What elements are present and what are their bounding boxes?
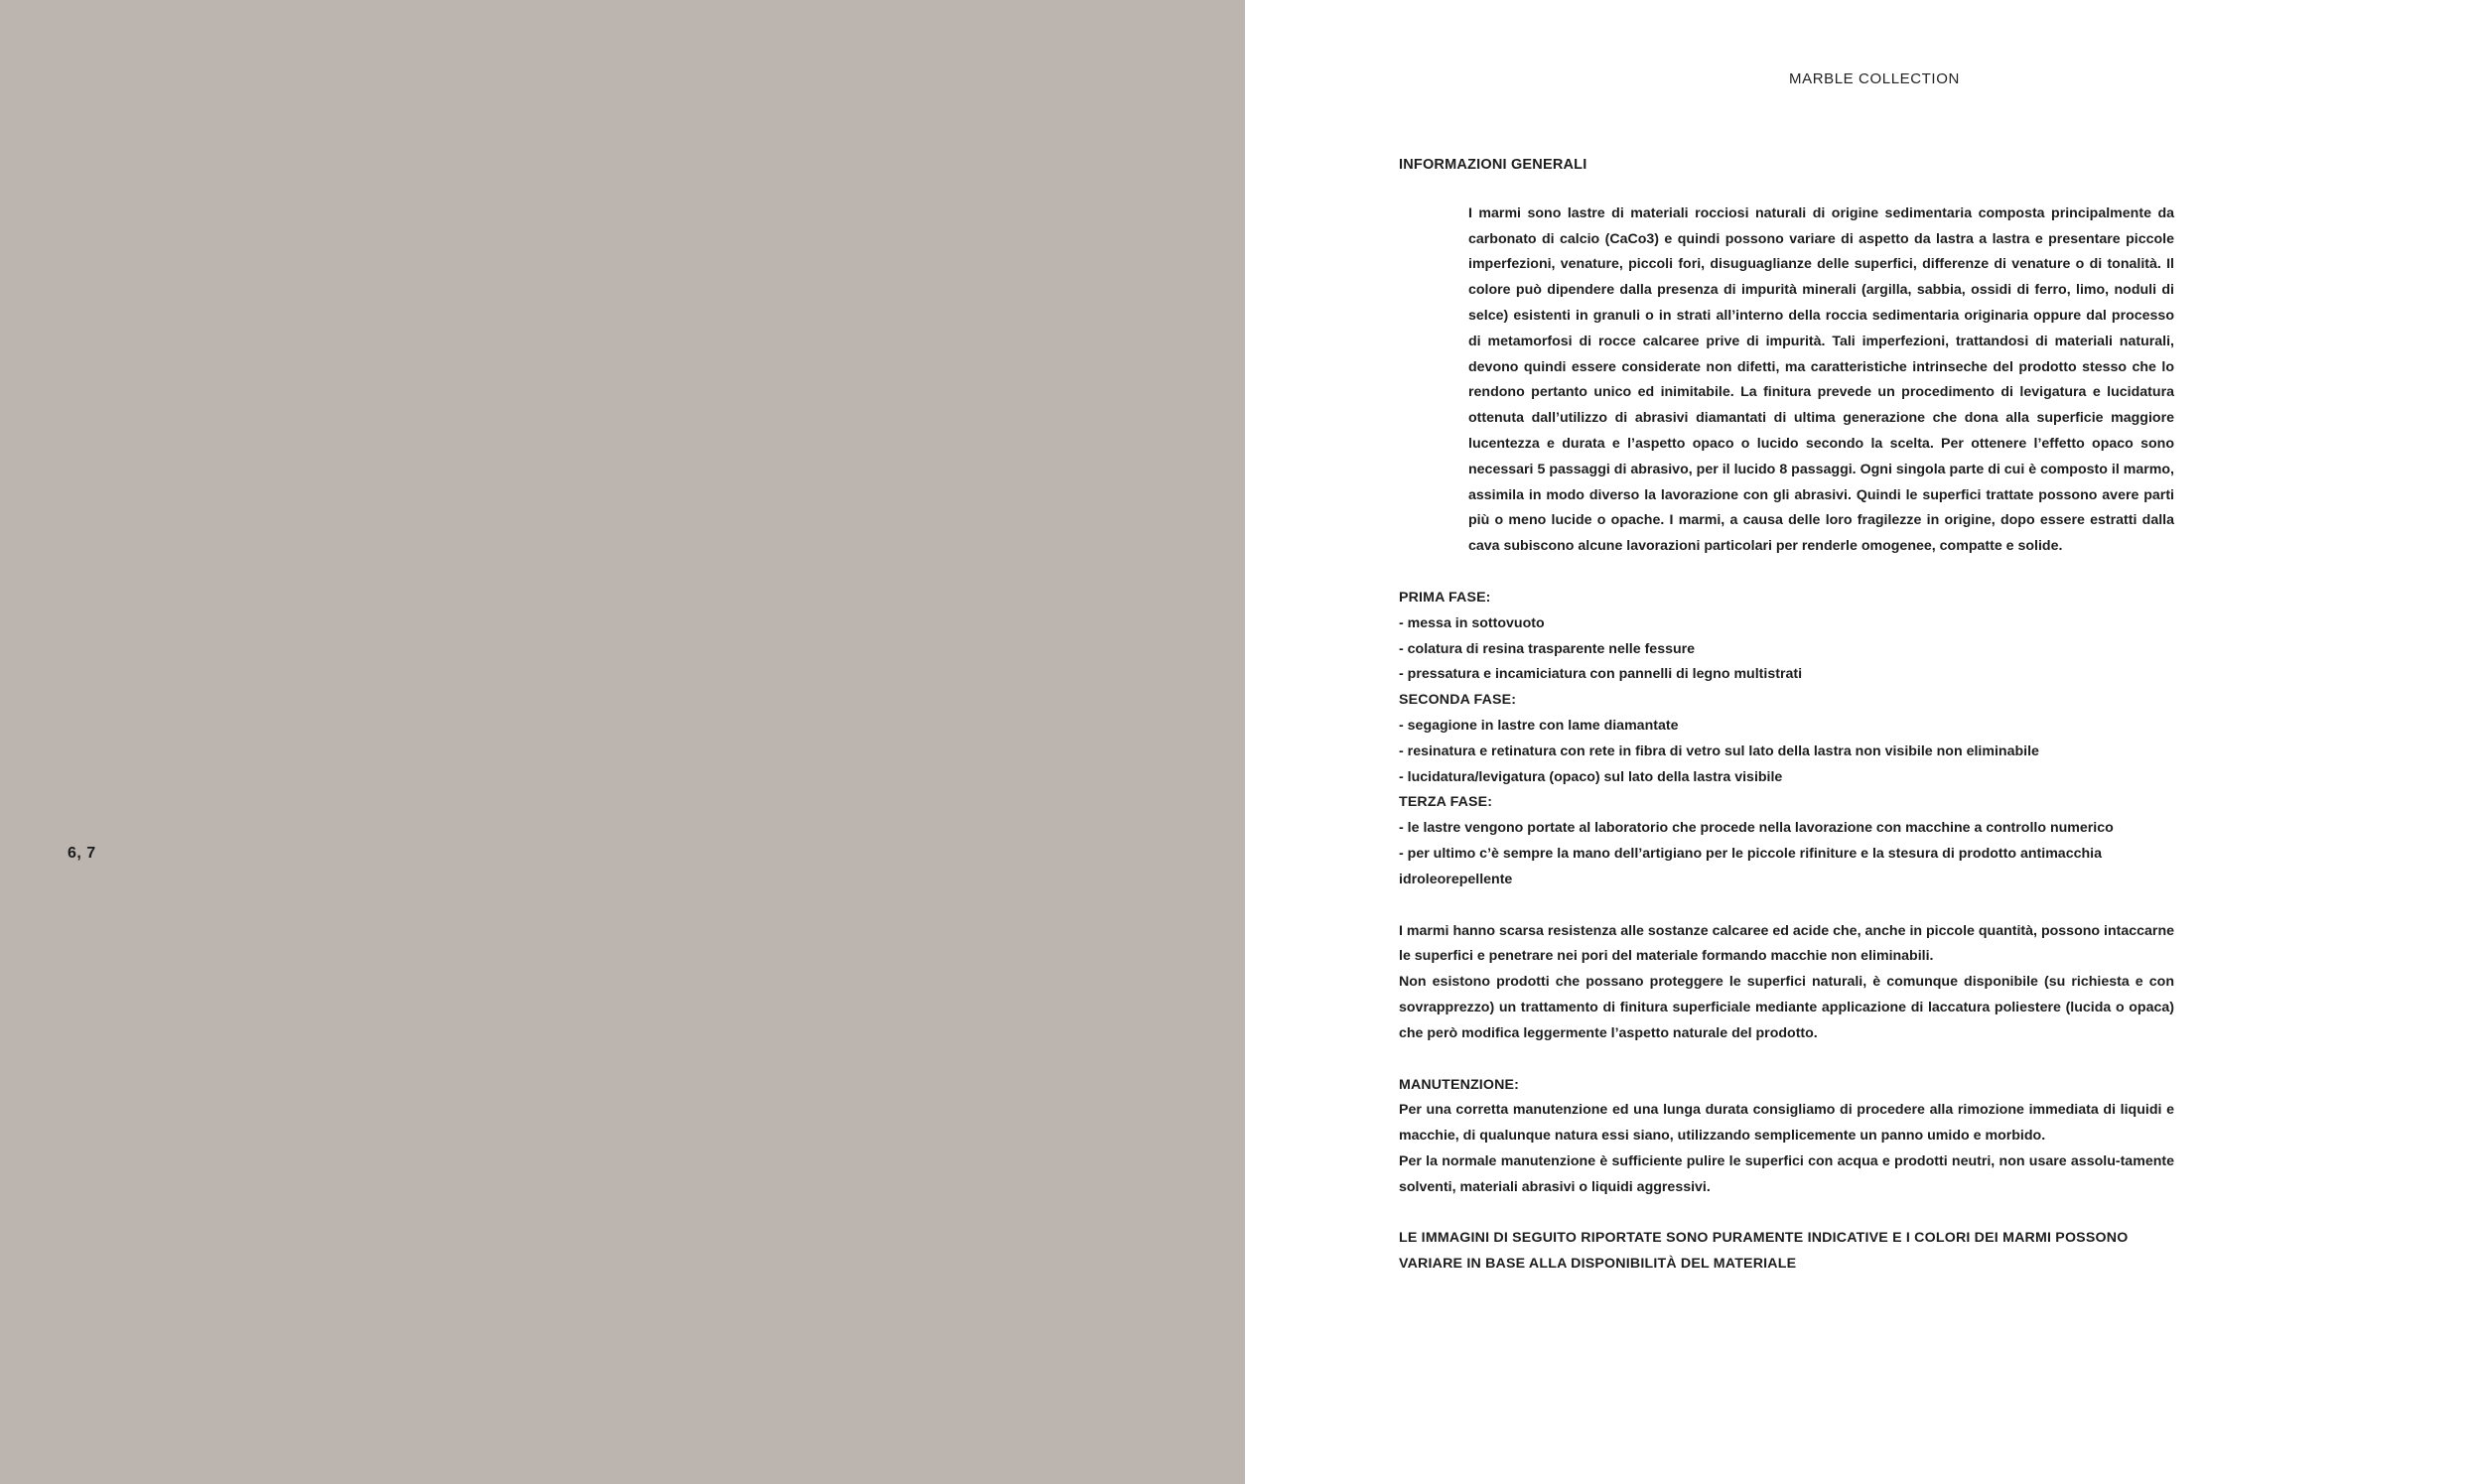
right-page <box>1245 0 2481 1484</box>
disclaimer-text: LE IMMAGINI DI SEGUITO RIPORTATE SONO PURAMENTE INDICATIVE E I COLORI DEI MARMI POSSONO VARIARE IN BASE ALLA DISPONIBILITÀ DEL MATERIALE <box>1399 1230 2129 1273</box>
maintenance-paragraph-2: Per la normale manutenzione è sufficiente pulire le superfici con acqua e prodotti neutri, non usare assolu-tamente solventi, materiali abrasivi o liquidi aggressivi. <box>1399 1152 2174 1195</box>
second-phase-title: SECONDA FASE: <box>1399 692 1517 709</box>
page-number: 6, 7 <box>68 845 96 862</box>
maintenance-title: MANUTENZIONE: <box>1399 1076 1519 1093</box>
general-info-title: INFORMAZIONI GENERALI <box>1399 157 1587 173</box>
first-phase-item: - messa in sottovuoto <box>1399 614 1545 631</box>
first-phase-title: PRIMA FASE: <box>1399 589 1491 606</box>
maintenance-paragraph-1: Per una corretta manutenzione ed una lunga durata consigliamo di procedere alla rimozione immediata di liquidi e macchie, di qualunque natura essi siano, utilizzando semplicemente un panno umido e morbido. <box>1399 1102 2174 1145</box>
first-phase-item: - pressatura e incamiciatura con pannelli di legno multistrati <box>1399 666 1803 683</box>
document-content <box>1399 153 2174 1291</box>
second-phase-item: - segagione in lastre con lame diamantate <box>1399 717 1679 734</box>
second-phase-item: - resinatura e retinatura con rete in fibra di vetro sul lato della lastra non visibile non eliminabile <box>1399 742 2039 759</box>
third-phase-item: - le lastre vengono portate al laboratorio che procede nella lavorazione con macchine a controllo numerico <box>1399 820 2114 837</box>
protection-note: Non esistono prodotti che possano proteggere le superfici naturali, è comunque disponibile (su richiesta e con sovrapprezzo) un trattamento di finitura superficiale mediante applicazione di laccatura poliestere (lucida o opaca) che però modifica leggermente l’aspetto naturale del prodotto. <box>1399 974 2174 1041</box>
resistance-note: I marmi hanno scarsa resistenza alle sostanze calcaree ed acide che, anche in piccole quantità, possono intaccarne le superfici e penetrare nei pori del materiale formando macchie non eliminabili. <box>1399 922 2174 965</box>
collection-title: MARBLE COLLECTION <box>1789 70 1960 87</box>
maintenance-section <box>1399 1073 2174 1201</box>
second-phase-item: - lucidatura/levigatura (opaco) sul lato della lastra visibile <box>1399 768 1783 785</box>
third-phase-item: - per ultimo c’è sempre la mano dell’artigiano per le piccole rifiniture e la stesura di prodotto antimacchia idroleorepellente <box>1399 845 2102 887</box>
processing-phases <box>1399 586 2174 893</box>
first-phase-item: - colatura di resina trasparente nelle fessure <box>1399 640 1696 657</box>
third-phase-title: TERZA FASE: <box>1399 794 1493 811</box>
intro-paragraph: I marmi sono lastre di materiali rocciosi naturali di origine sedimentaria composta principalmente da carbonato di calcio (CaCo3) e quindi possono variare di aspetto da lastra a lastra e presentare piccole imperfezioni, venature, piccoli fori, disuguaglianze delle superfici, differenze di venature o di tonalità. Il colore può dipendere dalla presenza di impurità minerali (argilla, sabbia, ossidi di ferro, limo, noduli di selce) esistenti in granuli o in strati all’interno della roccia sedimentaria originaria oppure dal processo di metamorfosi di rocce calcaree prive di impurità. Tali imperfezioni, trattandosi di materiali naturali, devono quindi essere considerate non difetti, ma caratteristiche intrinseche del prodotto stesso che lo rendono pertanto unico ed inimitabile. La finitura prevede un procedimento di levigatura e lucidatura ottenuta dall’utilizzo di abrasivi diamantati di ultima generazione che dona alla superficie maggiore lucentezza e durata e l’aspetto opaco o lucido secondo la scelta. Per ottenere l’effetto opaco sono necessari 5 passaggi di abrasivo, per il lucido 8 passaggi. Ogni singola parte di cui è composto il marmo, assimila in modo diverso la lavorazione con gli abrasivi. Quindi le superfici trattate possono avere parti più o meno lucide o opache. I marmi, a causa delle loro fragilezze in origine, dopo essere estratti dalla cava subiscono alcune lavorazioni particolari per renderle omogenee, compatte e solide. <box>1468 204 2174 555</box>
care-notes <box>1399 919 2174 1047</box>
